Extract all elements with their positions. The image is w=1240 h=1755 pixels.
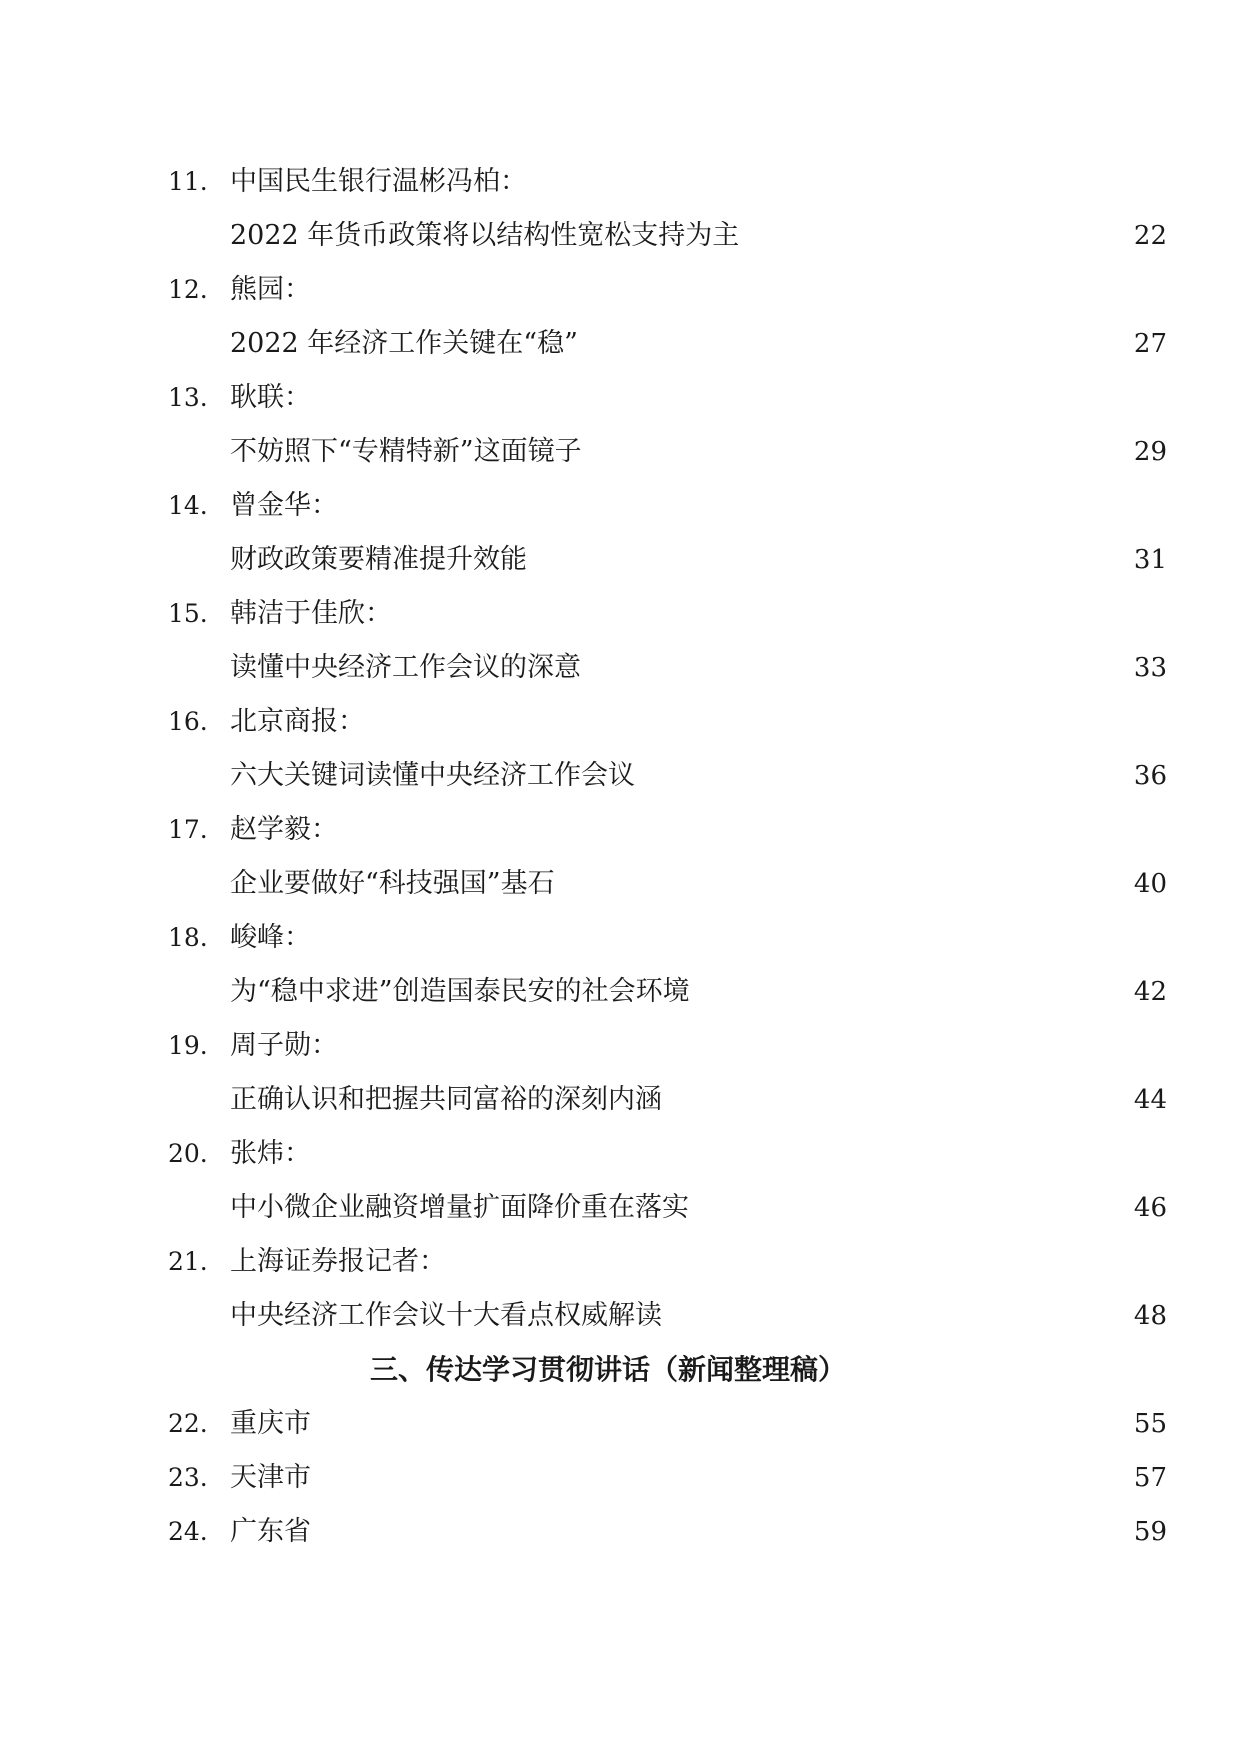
- toc-entry-number: 18.: [168, 923, 208, 952]
- toc-entry-author: 北京商报：: [230, 706, 365, 737]
- toc-entry-title[interactable]: 读懂中央经济工作会议的深意: [230, 652, 581, 683]
- section-heading-text: 三、传达学习贯彻讲话（新闻整理稿）: [370, 1353, 847, 1386]
- toc-entry-title-line[interactable]: [0, 965, 1240, 1019]
- toc-entry-number: 11.: [168, 167, 208, 196]
- toc-entry-author-line: [0, 587, 1240, 641]
- toc-entry-number: 20.: [168, 1139, 208, 1168]
- toc-entry-page-number: 33: [1133, 653, 1167, 683]
- toc-entry-number: 15.: [168, 599, 208, 628]
- toc-entry-author: 周子勋：: [230, 1030, 338, 1061]
- toc-entry-title-line[interactable]: [0, 425, 1240, 479]
- toc-entry-title[interactable]: 广东省: [230, 1516, 311, 1547]
- toc-entry-title[interactable]: 财政政策要精准提升效能: [230, 544, 527, 575]
- toc-entry-number: 19.: [168, 1031, 208, 1060]
- toc-entry-line[interactable]: [0, 1451, 1240, 1505]
- toc-entry-author-line: [0, 263, 1240, 317]
- toc-entry-page-number: 48: [1133, 1301, 1167, 1331]
- toc-entry-page-number: 36: [1133, 761, 1167, 791]
- toc-entry-title[interactable]: 正确认识和把握共同富裕的深刻内涵: [230, 1084, 662, 1115]
- toc-entry-number: 13.: [168, 383, 208, 412]
- toc-entry-page-number: 55: [1133, 1409, 1167, 1439]
- toc-entry-title-line[interactable]: [0, 857, 1240, 911]
- toc-entry-page-number: 42: [1133, 977, 1167, 1007]
- toc-entry-author: 峻峰：: [230, 922, 311, 953]
- toc-entry-author: 赵学毅：: [230, 814, 338, 845]
- toc-entry-number: 12.: [168, 275, 208, 304]
- toc-entry-page-number: 44: [1133, 1085, 1167, 1115]
- toc-entry-page-number: 31: [1133, 545, 1167, 575]
- toc-entry-page-number: 29: [1133, 437, 1167, 467]
- toc-entry-title[interactable]: 2022 年货币政策将以结构性宽松支持为主: [230, 220, 740, 251]
- toc-entry-title-line[interactable]: [0, 209, 1240, 263]
- toc-entry-number: 17.: [168, 815, 208, 844]
- toc-entry-author: 上海证券报记者：: [230, 1246, 446, 1277]
- table-of-contents: [0, 155, 1240, 1559]
- toc-entry-title[interactable]: 六大关键词读懂中央经济工作会议: [230, 760, 635, 791]
- toc-entry-author: 中国民生银行温彬冯柏：: [230, 166, 527, 197]
- toc-entry-number: 14.: [168, 491, 208, 520]
- toc-entry-title-line[interactable]: [0, 749, 1240, 803]
- toc-entry-page-number: 27: [1133, 329, 1167, 359]
- toc-entry-author: 曾金华：: [230, 490, 338, 521]
- toc-entry-author-line: [0, 1127, 1240, 1181]
- toc-entry-author-line: [0, 1235, 1240, 1289]
- toc-entry-title[interactable]: 中央经济工作会议十大看点权威解读: [230, 1300, 662, 1331]
- toc-entry-author: 耿联：: [230, 382, 311, 413]
- toc-entry-title[interactable]: 企业要做好“科技强国”基石: [230, 868, 555, 899]
- toc-entry-page-number: 59: [1133, 1517, 1167, 1547]
- toc-entry-author: 熊园：: [230, 274, 311, 305]
- toc-entry-number: 16.: [168, 707, 208, 736]
- section-heading: [0, 1343, 1240, 1397]
- toc-entry-author-line: [0, 155, 1240, 209]
- toc-entry-page-number: 40: [1133, 869, 1167, 899]
- toc-entry-title-line[interactable]: [0, 1073, 1240, 1127]
- toc-entry-author-line: [0, 695, 1240, 749]
- toc-entry-title[interactable]: 不妨照下“专精特新”这面镜子: [230, 436, 582, 467]
- toc-entry-author-line: [0, 371, 1240, 425]
- toc-entry-number: 22.: [168, 1409, 208, 1438]
- toc-entry-author-line: [0, 479, 1240, 533]
- toc-entry-number: 23.: [168, 1463, 208, 1492]
- toc-entry-author-line: [0, 1019, 1240, 1073]
- toc-entry-line[interactable]: [0, 1397, 1240, 1451]
- toc-entry-author-line: [0, 803, 1240, 857]
- toc-entry-number: 21.: [168, 1247, 208, 1276]
- toc-entry-title[interactable]: 中小微企业融资增量扩面降价重在落实: [230, 1192, 689, 1223]
- toc-entry-title[interactable]: 天津市: [230, 1462, 311, 1493]
- toc-entry-page-number: 46: [1133, 1193, 1167, 1223]
- toc-entry-title[interactable]: 重庆市: [230, 1408, 311, 1439]
- toc-entry-page-number: 57: [1133, 1463, 1167, 1493]
- toc-entry-title[interactable]: 2022 年经济工作关键在“稳”: [230, 328, 578, 359]
- toc-entry-title-line[interactable]: [0, 1181, 1240, 1235]
- toc-entry-title-line[interactable]: [0, 533, 1240, 587]
- toc-entry-page-number: 22: [1133, 221, 1167, 251]
- toc-entry-title-line[interactable]: [0, 641, 1240, 695]
- toc-entry-title[interactable]: 为“稳中求进”创造国泰民安的社会环境: [230, 976, 690, 1007]
- toc-entry-author: 张炜：: [230, 1138, 311, 1169]
- toc-entry-line[interactable]: [0, 1505, 1240, 1559]
- toc-entry-title-line[interactable]: [0, 317, 1240, 371]
- toc-entry-title-line[interactable]: [0, 1289, 1240, 1343]
- toc-entry-author: 韩洁于佳欣：: [230, 598, 392, 629]
- toc-entry-author-line: [0, 911, 1240, 965]
- toc-entry-number: 24.: [168, 1517, 208, 1546]
